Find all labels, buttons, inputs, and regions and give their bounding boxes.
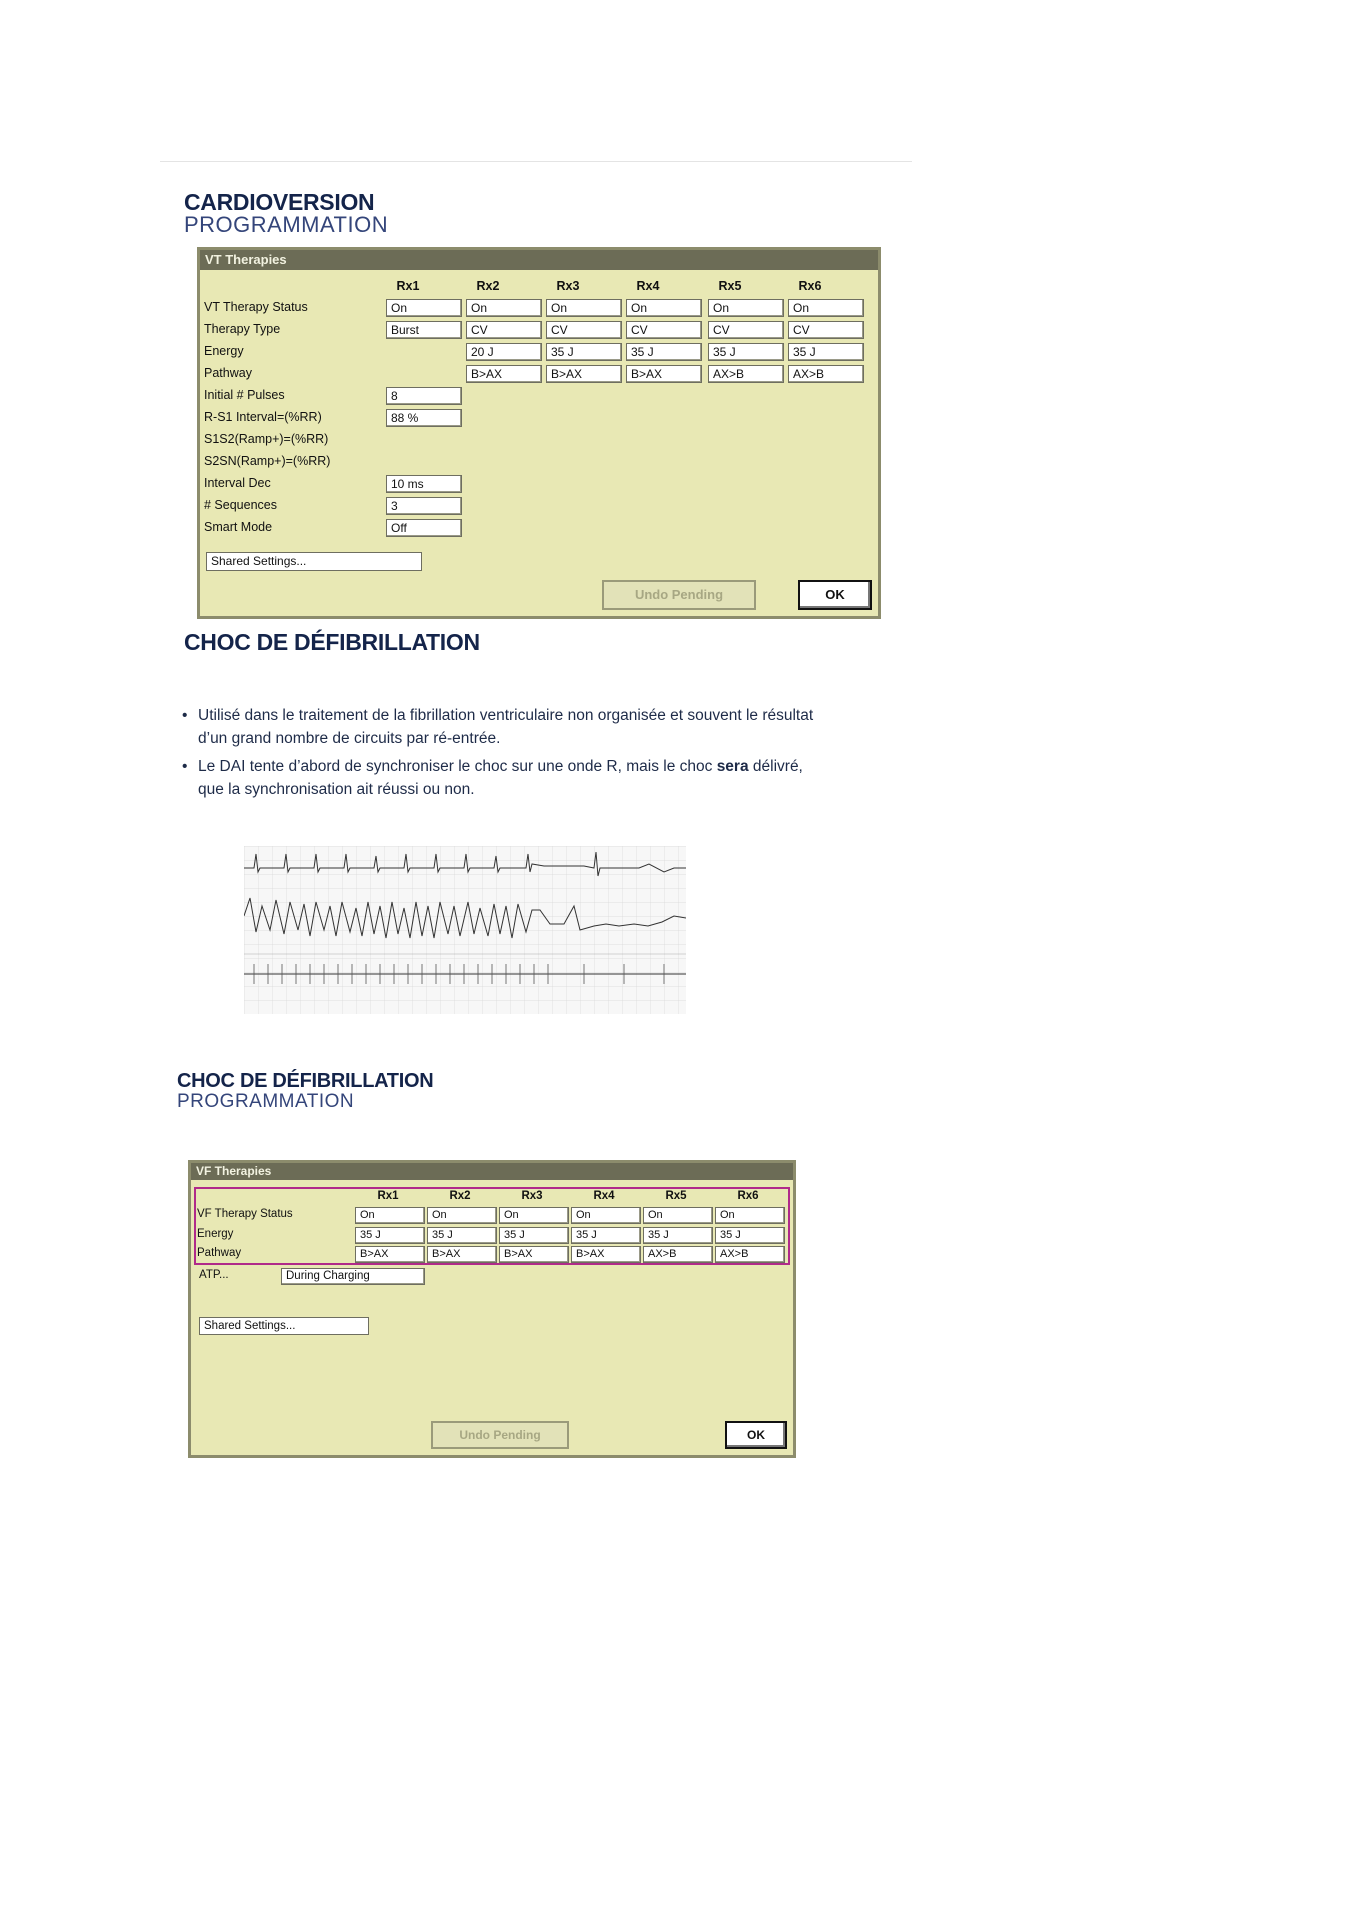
row-label: Interval Dec <box>204 476 271 490</box>
value-field-rx5[interactable]: On <box>708 299 784 317</box>
row-label: Smart Mode <box>204 520 273 534</box>
row-label: VF Therapy Status <box>197 1208 293 1220</box>
value-field-rx1[interactable]: 3 <box>386 497 462 515</box>
ok-button[interactable]: OK <box>798 580 872 610</box>
value-field-rx2[interactable]: B>AX <box>427 1246 497 1263</box>
top-divider <box>160 161 912 162</box>
value-field-rx6[interactable]: 35 J <box>715 1227 785 1244</box>
value-field-rx1[interactable]: Off <box>386 519 462 537</box>
value-field-rx6[interactable]: AX>B <box>788 365 864 383</box>
value-field-rx4[interactable]: B>AX <box>626 365 702 383</box>
value-field-rx3[interactable]: B>AX <box>499 1246 569 1263</box>
section-title: CARDIOVERSION <box>184 189 375 215</box>
value-field-rx3[interactable]: 35 J <box>546 343 622 361</box>
section-title: CHOC DE DÉFIBRILLATION <box>177 1070 434 1092</box>
value-field-rx3[interactable]: B>AX <box>546 365 622 383</box>
row-label: Initial # Pulses <box>204 388 285 402</box>
atp-value-field[interactable]: During Charging <box>281 1268 425 1285</box>
undo-pending-button[interactable]: Undo Pending <box>602 580 756 610</box>
value-field-rx2[interactable]: 20 J <box>466 343 542 361</box>
bullet-item <box>180 704 820 750</box>
row-label: S1S2(Ramp+)=(%RR) <box>204 432 329 446</box>
value-field-rx2[interactable]: 35 J <box>427 1227 497 1244</box>
section-subtitle: PROGRAMMATION <box>184 212 389 237</box>
value-field-rx1[interactable]: On <box>386 299 462 317</box>
bullet-text: délivré, que la synchronisation ait réussi ou non. <box>198 758 803 798</box>
column-header-rx5: Rx5 <box>665 1190 687 1202</box>
column-header-rx4: Rx4 <box>593 1190 615 1202</box>
panel-title: VT Therapies <box>200 250 878 270</box>
value-field-rx2[interactable]: B>AX <box>466 365 542 383</box>
column-header-rx2: Rx2 <box>476 279 500 293</box>
value-field-rx1[interactable]: On <box>355 1207 425 1224</box>
ecg-strip-image <box>244 846 686 1014</box>
value-field-rx1[interactable]: 10 ms <box>386 475 462 493</box>
value-field-rx3[interactable]: CV <box>546 321 622 339</box>
column-header-rx4: Rx4 <box>636 279 660 293</box>
value-field-rx4[interactable]: 35 J <box>626 343 702 361</box>
row-label: S2SN(Ramp+)=(%RR) <box>204 454 331 468</box>
value-field-rx5[interactable]: On <box>643 1207 713 1224</box>
value-field-rx4[interactable]: 35 J <box>571 1227 641 1244</box>
value-field-rx5[interactable]: 35 J <box>708 343 784 361</box>
panel-title: VF Therapies <box>191 1163 793 1180</box>
value-field-rx6[interactable]: CV <box>788 321 864 339</box>
value-field-rx5[interactable]: AX>B <box>708 365 784 383</box>
vt-therapies-panel <box>197 247 881 619</box>
value-field-rx6[interactable]: 35 J <box>788 343 864 361</box>
atp-label: ATP... <box>199 1269 229 1281</box>
value-field-rx6[interactable]: AX>B <box>715 1246 785 1263</box>
row-label: R-S1 Interval=(%RR) <box>204 410 322 424</box>
column-header-rx3: Rx3 <box>521 1190 543 1202</box>
value-field-rx4[interactable]: On <box>626 299 702 317</box>
section-subtitle: PROGRAMMATION <box>177 1091 355 1112</box>
vf-therapies-panel <box>188 1160 796 1458</box>
value-field-rx5[interactable]: AX>B <box>643 1246 713 1263</box>
column-header-rx6: Rx6 <box>798 279 822 293</box>
ok-button[interactable]: OK <box>725 1421 787 1449</box>
bullet-item <box>180 755 820 801</box>
row-label: VT Therapy Status <box>204 300 308 314</box>
value-field-rx4[interactable]: CV <box>626 321 702 339</box>
value-field-rx1[interactable]: 8 <box>386 387 462 405</box>
shared-settings-button[interactable]: Shared Settings... <box>206 552 422 571</box>
shared-settings-button[interactable]: Shared Settings... <box>199 1317 369 1335</box>
column-header-rx2: Rx2 <box>449 1190 471 1202</box>
column-header-rx1: Rx1 <box>396 279 420 293</box>
section-cardioversion-heading <box>184 190 388 236</box>
value-field-rx6[interactable]: On <box>788 299 864 317</box>
column-header-rx3: Rx3 <box>556 279 580 293</box>
row-label: Energy <box>197 1227 234 1240</box>
bullet-text: Utilisé dans le traitement de la fibrillation ventriculaire non organisée et souvent le résultat d’un grand nombre de circuits par ré-entrée. <box>198 707 814 747</box>
value-field-rx3[interactable]: On <box>499 1207 569 1224</box>
value-field-rx2[interactable]: CV <box>466 321 542 339</box>
value-field-rx1[interactable]: 88 % <box>386 409 462 427</box>
bullet-bold-word: sera <box>716 758 749 775</box>
column-header-rx6: Rx6 <box>737 1190 759 1202</box>
value-field-rx1[interactable]: B>AX <box>355 1246 425 1263</box>
value-field-rx6[interactable]: On <box>715 1207 785 1224</box>
value-field-rx5[interactable]: 35 J <box>643 1227 713 1244</box>
section-defibrillation-programming-heading <box>177 1071 433 1111</box>
bullet-text: Le DAI tente d’abord de synchroniser le choc sur une onde R, mais le choc <box>198 758 717 775</box>
row-label: # Sequences <box>204 498 277 512</box>
value-field-rx4[interactable]: On <box>571 1207 641 1224</box>
section-defibrillation-heading <box>184 630 480 654</box>
row-label: Energy <box>204 344 244 358</box>
column-header-rx5: Rx5 <box>718 279 742 293</box>
row-label: Pathway <box>197 1247 242 1259</box>
value-field-rx3[interactable]: 35 J <box>499 1227 569 1244</box>
section-title: CHOC DE DÉFIBRILLATION <box>184 629 480 655</box>
value-field-rx1[interactable]: 35 J <box>355 1227 425 1244</box>
value-field-rx2[interactable]: On <box>427 1207 497 1224</box>
value-field-rx1[interactable]: Burst <box>386 321 462 339</box>
undo-pending-button[interactable]: Undo Pending <box>431 1421 569 1449</box>
value-field-rx4[interactable]: B>AX <box>571 1246 641 1263</box>
row-label: Therapy Type <box>204 322 281 336</box>
value-field-rx5[interactable]: CV <box>708 321 784 339</box>
bullet-list <box>180 704 820 806</box>
value-field-rx3[interactable]: On <box>546 299 622 317</box>
column-header-rx1: Rx1 <box>377 1190 399 1202</box>
row-label: Pathway <box>204 366 252 380</box>
value-field-rx2[interactable]: On <box>466 299 542 317</box>
